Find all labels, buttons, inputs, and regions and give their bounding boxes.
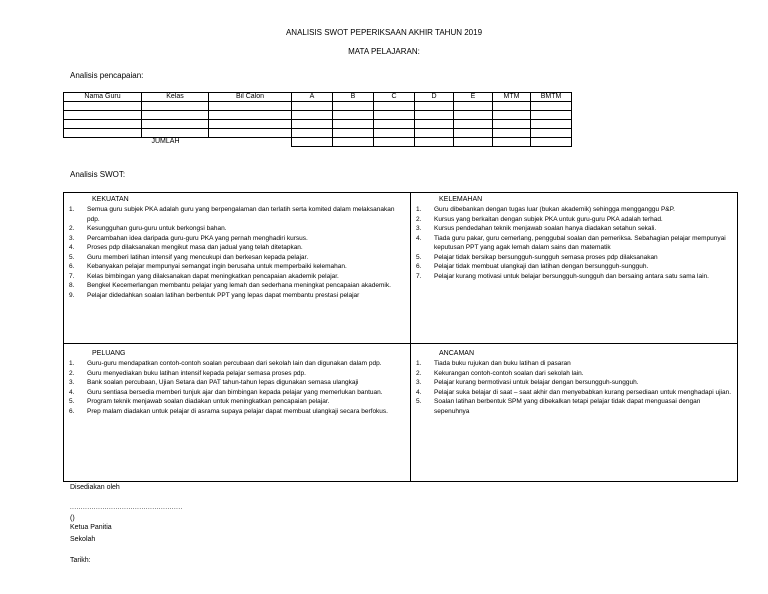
swot-grid [63,192,738,482]
list-item: 4. Pelajar suka belajar di saat – saat akhir dan menyebabkan kurang persediaan untuk menghadapi ujian. [416,388,732,396]
list-item: 6. Pelajar tidak membuat ulangkaji dan latihan dengan bersungguh-sungguh. [416,263,649,270]
document-title: ANALISIS SWOT PEPERIKSAAN AKHIR TAHUN 2019 [285,28,483,37]
total-label: JUMLAH [151,138,180,146]
prepared-by-label: Disediakan oleh [70,484,120,491]
list-item: 6. Kebanyakan pelajar mempunyai semangat ingin berusaha untuk memperbaiki kelemahan. [69,263,347,270]
weaknesses-heading: KELEMAHAN [439,196,483,203]
column-header: A [292,93,333,102]
table-row [64,120,572,129]
list-item: 6. Prep malam diadakan untuk pelajar di asrama supaya pelajar dapat membuat ulangkaji secara berfokus. [69,407,388,415]
list-item: 8. Bengkel Kecemerlangan membantu pelajar yang lemah dan sederhana meningkat pencapaian akademik. [69,282,391,289]
achievement-table [63,92,572,147]
school-label: Sekolah [70,536,96,543]
list-item: 5. Guru memberi latihan intensif yang mencukupi dan berkesan kepada pelajar. [69,253,309,261]
threats-cell [411,349,736,416]
table-row [64,102,572,111]
name-placeholder: () [70,515,75,522]
divider [64,343,737,344]
column-header: Bil Calon [209,93,292,102]
list-item: 4. Guru sentiasa bersedia memberi tunjuk ajar dan bimbingan kepada pelajar yang memerlukan bantuan. [69,388,383,396]
column-header: C [374,93,415,102]
column-header: E [454,93,493,102]
list-item: 7. Kelas bimbingan yang dilaksanakan dapat meningkatkan pencapaian akademik pelajar. [69,272,339,280]
achievement-label: Analisis pencapaian: [70,71,144,80]
list-item: 2. Kursus yang berkaitan dengan subjek PKA untuk guru-guru PKA adalah terhad. [416,215,663,223]
list-item: 1. Guru-guru mendapatkan contoh-contoh soalan percubaan dari sekolah lain dan digunakan dalam pdp. [69,360,382,367]
list-item: 2. Guru menyediakan buku latihan intensif kepada pelajar semasa proses pdp. [69,369,306,377]
list-item: 2. Kekurangan contoh-contoh soalan dari sekolah lain. [416,369,584,377]
strengths-heading: KEKUATAN [92,196,129,203]
list-item: 4. Tiada guru pakar, guru cemerlang, penggubal soalan dan pemeriksa. Sebahagian pelajar mempunyai keputusan PPT yang agak lemah dalam sains dan matematik [416,234,726,251]
table-header-row [64,93,572,102]
weaknesses-cell [411,195,736,281]
list-item: 3. Percambahan idea daripada guru-guru PKA yang pernah menghadiri kursus. [69,234,308,242]
strengths-cell [64,195,399,300]
column-header: Kelas [142,93,209,102]
column-header: MTM [493,93,531,102]
threats-list [411,359,736,416]
opportunities-list [64,359,399,416]
column-header: D [415,93,454,102]
list-item: 1. Guru dibebankan dengan tugas luar (bukan akademik) sehingga mengganggu P&P. [416,206,675,213]
list-item: 5. Pelajar tidak bersikap bersungguh-sungguh semasa proses pdp dilaksanakan [416,253,658,261]
table-row [64,111,572,120]
threats-heading: ANCAMAN [439,350,475,357]
strengths-list [64,205,399,300]
opportunities-cell [64,349,399,416]
list-item: 3. Kursus pendedahan teknik menjawab soalan hanya diadakan setahun sekali. [416,225,657,232]
list-item: 1. Semua guru subjek PKA adalah guru yang berpengalaman dan terlatih serta komited dalam melaksanakan pdp. [69,206,395,223]
swot-label: Analisis SWOT: [70,170,126,179]
list-item: 9. Pelajar didedahkan soalan latihan berbentuk PPT yang lepas dapat membantu prestasi pelajar [69,291,360,299]
list-item: 5. Soalan latihan berbentuk SPM yang dibekalkan tetapi pelajar tidak dapat menguasai dengan sepenuhnya [416,398,701,415]
column-header: B [333,93,374,102]
list-item: 5. Program teknik menjawab soalan diadakan untuk meningkatkan pencapaian pelajar. [69,398,330,405]
column-header: Nama Guru [64,93,142,102]
position-label: Ketua Panitia [70,524,112,531]
table-row [64,129,572,138]
subject-label: MATA PELAJARAN: [348,47,420,56]
list-item: 7. Pelajar kurang motivasi untuk belajar bersungguh-sungguh dan bersaing antara satu sama lain. [416,272,709,280]
list-item: 1. Tiada buku rujukan dan buku latihan di pasaran [416,360,571,367]
list-item: 3. Bank soalan percubaan, Ujian Setara dan PAT tahun-tahun lepas digunakan semasa ulangkaji [69,379,359,386]
weaknesses-list [411,205,736,281]
list-item: 3. Pelajar kurang bermotivasi untuk belajar dengan bersungguh-sungguh. [416,379,639,386]
list-item: 2. Kesungguhan guru-guru untuk berkongsi bahan. [69,225,227,232]
date-label: Tarikh: [70,557,91,564]
column-header: BMTM [531,93,572,102]
opportunities-heading: PELUANG [92,350,126,357]
signature-line: .................................................... [70,505,183,511]
list-item: 4. Proses pdp dilaksanakan mengikut masa dan jadual yang telah ditetapkan. [69,244,303,251]
total-row [64,138,572,147]
